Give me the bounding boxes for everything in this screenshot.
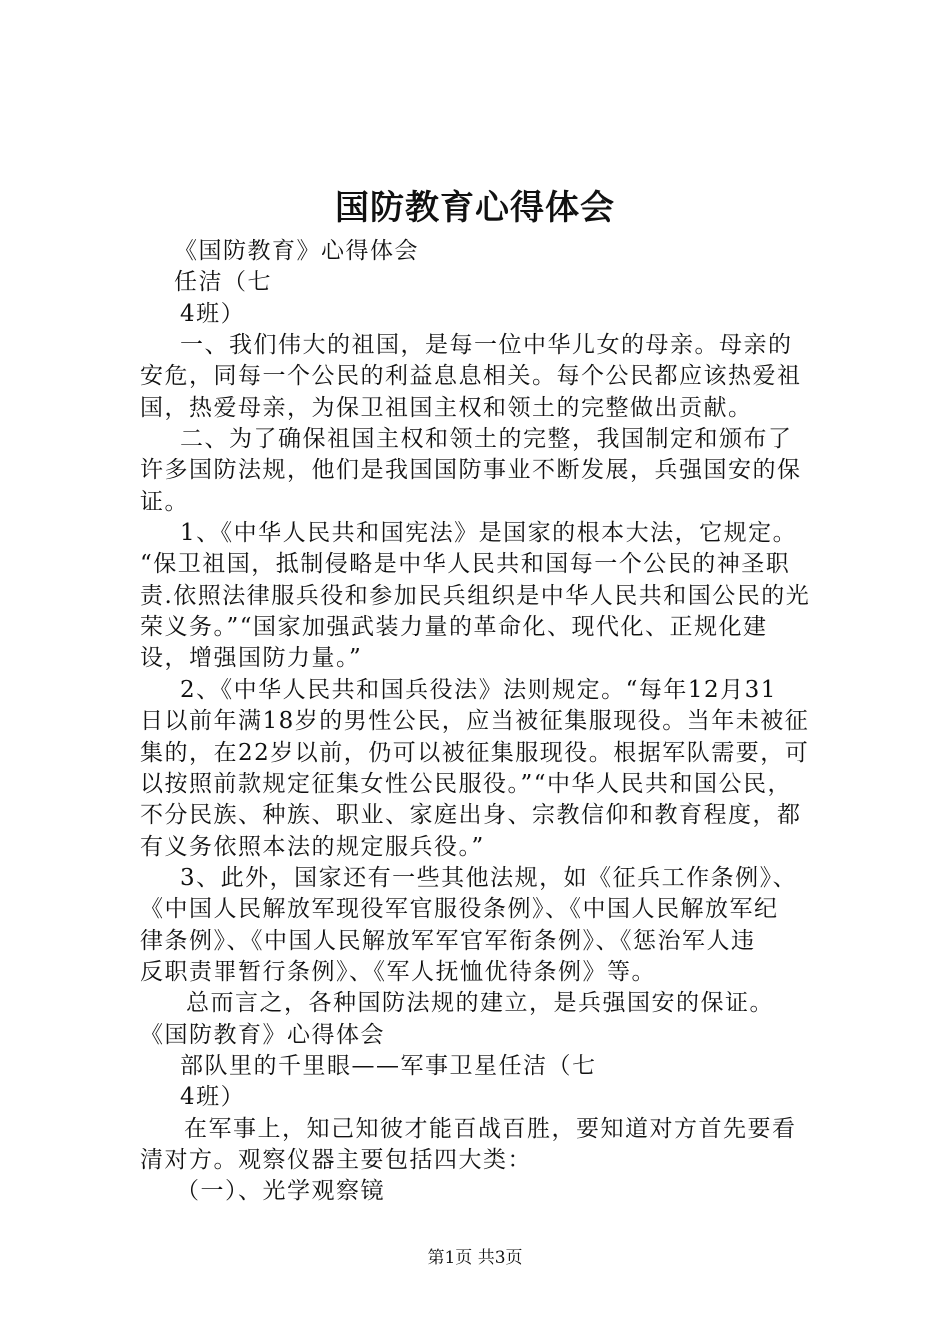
text-line: 律条例》、《中国人民解放军军官军衔条例》、《惩治军人违 (140, 927, 756, 954)
text-line: 责.依照法律服兵役和参加民兵组织是中华人民共和国公民的光 (140, 582, 811, 609)
text-line: 证。 (140, 488, 189, 515)
text-line: 2、《中华人民共和国兵役法》法则规定。“每年12月31 (180, 676, 777, 703)
text-line: 集的，在22岁以前，仍可以被征集服现役。根据军队需要，可 (140, 739, 810, 766)
text-line: 《国防教育》心得体会 (140, 1021, 385, 1048)
text-line: 二、为了确保祖国主权和领土的完整，我国制定和颁布了 (180, 426, 793, 453)
page-title: 国防教育心得体会 (335, 188, 615, 228)
text-line: 3、此外，国家还有一些其他法规，如《征兵工作条例》、 (180, 864, 798, 891)
text-line: 设，增强国防力量。” (140, 645, 363, 672)
text-line: 以按照前款规定征集女性公民服役。”“中华人民共和国公民， (140, 770, 793, 797)
text-line: 4班） (180, 1084, 246, 1111)
text-line: 任洁（七 (174, 269, 272, 296)
text-line: 许多国防法规，他们是我国国防事业不断发展，兵强国安的保 (140, 457, 802, 484)
text-line: 有义务依照本法的规定服兵役。” (140, 833, 485, 860)
text-line: 国，热爱母亲，为保卫祖国主权和领土的完整做出贡献。 (140, 394, 753, 421)
page-footer: 第1页 共3页 (427, 1248, 523, 1268)
text-line: 安危，同每一个公民的利益息息相关。每个公民都应该热爱祖 (140, 363, 802, 390)
text-line: 4班） (180, 300, 246, 327)
text-line: 在军事上，知己知彼才能百战百胜，要知道对方首先要看 (184, 1115, 797, 1142)
text-line: 《中国人民解放军现役军官服役条例》、《中国人民解放军纪 (140, 896, 779, 923)
text-line: 清对方。观察仪器主要包括四大类： (140, 1146, 532, 1173)
text-line: 一、我们伟大的祖国，是每一位中华儿女的母亲。母亲的 (180, 332, 793, 359)
text-line: “保卫祖国，抵制侵略是中华人民共和国每一个公民的神圣职 (140, 551, 791, 578)
text-line: 1、《中华人民共和国宪法》是国家的根本大法，它规定。 (180, 520, 798, 547)
text-line: 荣义务。”“国家加强武装力量的革命化、现代化、正规化建 (140, 614, 768, 641)
text-line: 总而言之，各种国防法规的建立，是兵强国安的保证。 (186, 990, 774, 1017)
text-line: 部队里的千里眼——军事卫星任洁（七 (180, 1052, 597, 1079)
text-line: （一）、光学观察镜 (176, 1178, 385, 1205)
text-line: 《国防教育》心得体会 (174, 238, 419, 264)
text-line: 不分民族、种族、职业、家庭出身、宗教信仰和教育程度，都 (140, 802, 802, 829)
text-line: 日以前年满18岁的男性公民，应当被征集服现役。当年未被征 (140, 708, 810, 735)
document-body (140, 236, 840, 1208)
text-line: 反职责罪暂行条例》、《军人抚恤优待条例》等。 (140, 958, 656, 985)
